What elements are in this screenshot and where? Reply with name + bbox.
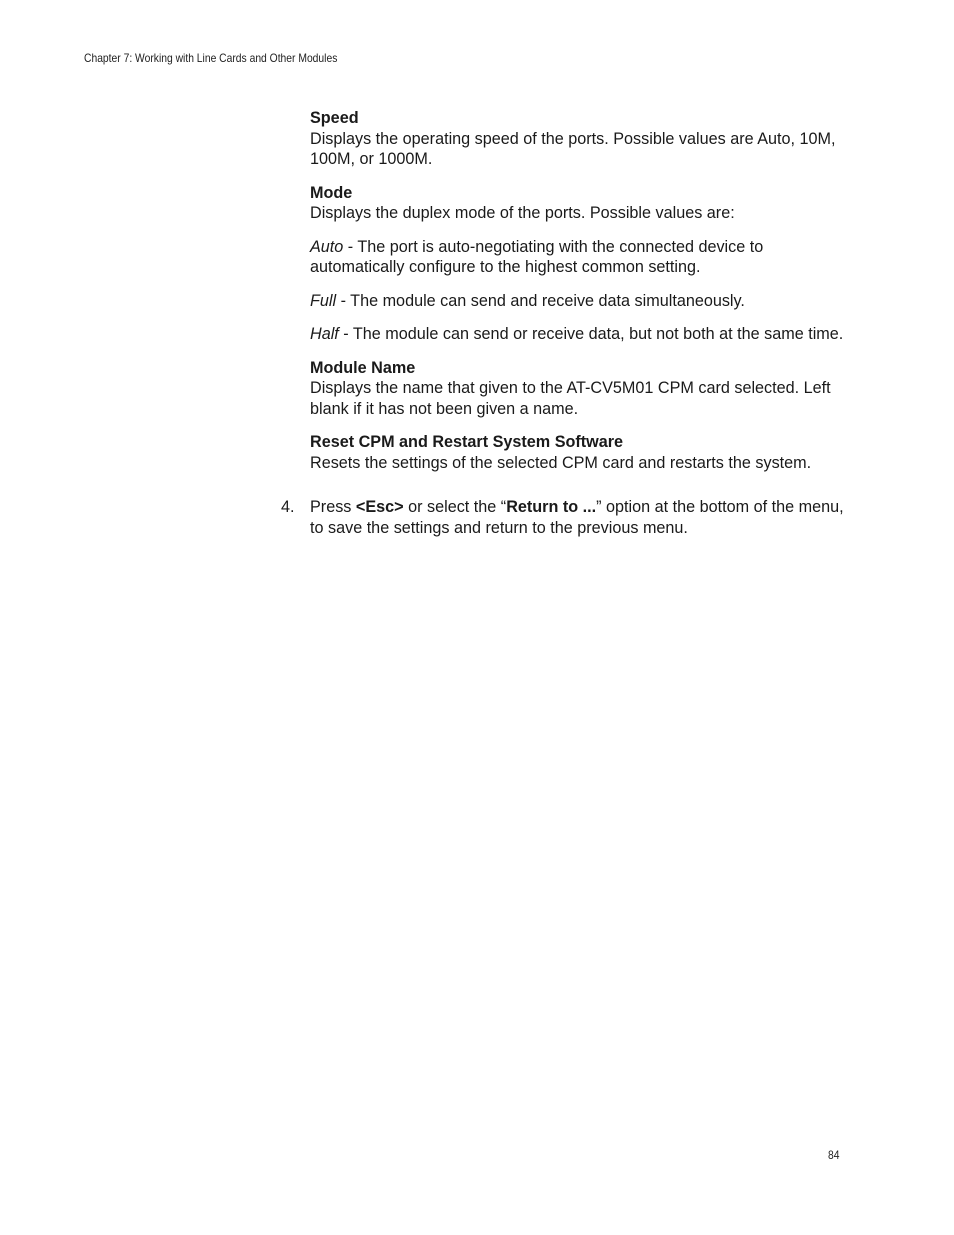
step-4 xyxy=(281,497,850,538)
mode-option-auto xyxy=(310,237,850,278)
mode-option-half xyxy=(310,324,850,345)
mode-term: Mode xyxy=(310,183,353,202)
reset-term: Reset CPM and Restart System Software xyxy=(310,433,624,451)
esc-key: <Esc> xyxy=(355,498,404,516)
module-name-description: Displays the name that given to the AT-CV5M01 CPM card selected. Left blank if it has not been given a name. xyxy=(310,379,831,418)
module-name-term: Module Name xyxy=(310,358,416,377)
mode-description: Displays the duplex mode of the ports. Possible values are: xyxy=(310,204,735,222)
step-text: Press xyxy=(310,498,356,516)
mode-option-full xyxy=(310,291,850,312)
mode-option-text: - The module can send or receive data, but not both at the same time. xyxy=(338,325,844,343)
reset-description: Resets the settings of the selected CPM card and restarts the system. xyxy=(310,453,812,472)
step-text: ” option at the bottom of the menu, to save the settings and return to the previous menu. xyxy=(310,498,844,537)
step-text: or select the “ xyxy=(403,498,507,516)
mode-option-name: Half xyxy=(310,325,339,343)
speed-term: Speed xyxy=(310,109,359,127)
mode-option-text: - The module can send and receive data simultaneously. xyxy=(336,291,745,310)
return-option: Return to ... xyxy=(506,498,597,516)
mode-option-text: - The port is auto-negotiating with the connected device to automatically configure to the highest common setting. xyxy=(310,237,764,276)
running-header: Chapter 7: Working with Line Cards and Other Modules xyxy=(84,51,338,65)
step-number: 4. xyxy=(281,498,295,516)
main-content xyxy=(281,108,850,538)
page-number: 84 xyxy=(828,1148,840,1162)
mode-option-name: Auto xyxy=(310,237,344,256)
speed-description: Displays the operating speed of the ports. Possible values are Auto, 10M, 100M, or 1000M. xyxy=(310,129,836,168)
mode-option-name: Full xyxy=(310,291,337,310)
